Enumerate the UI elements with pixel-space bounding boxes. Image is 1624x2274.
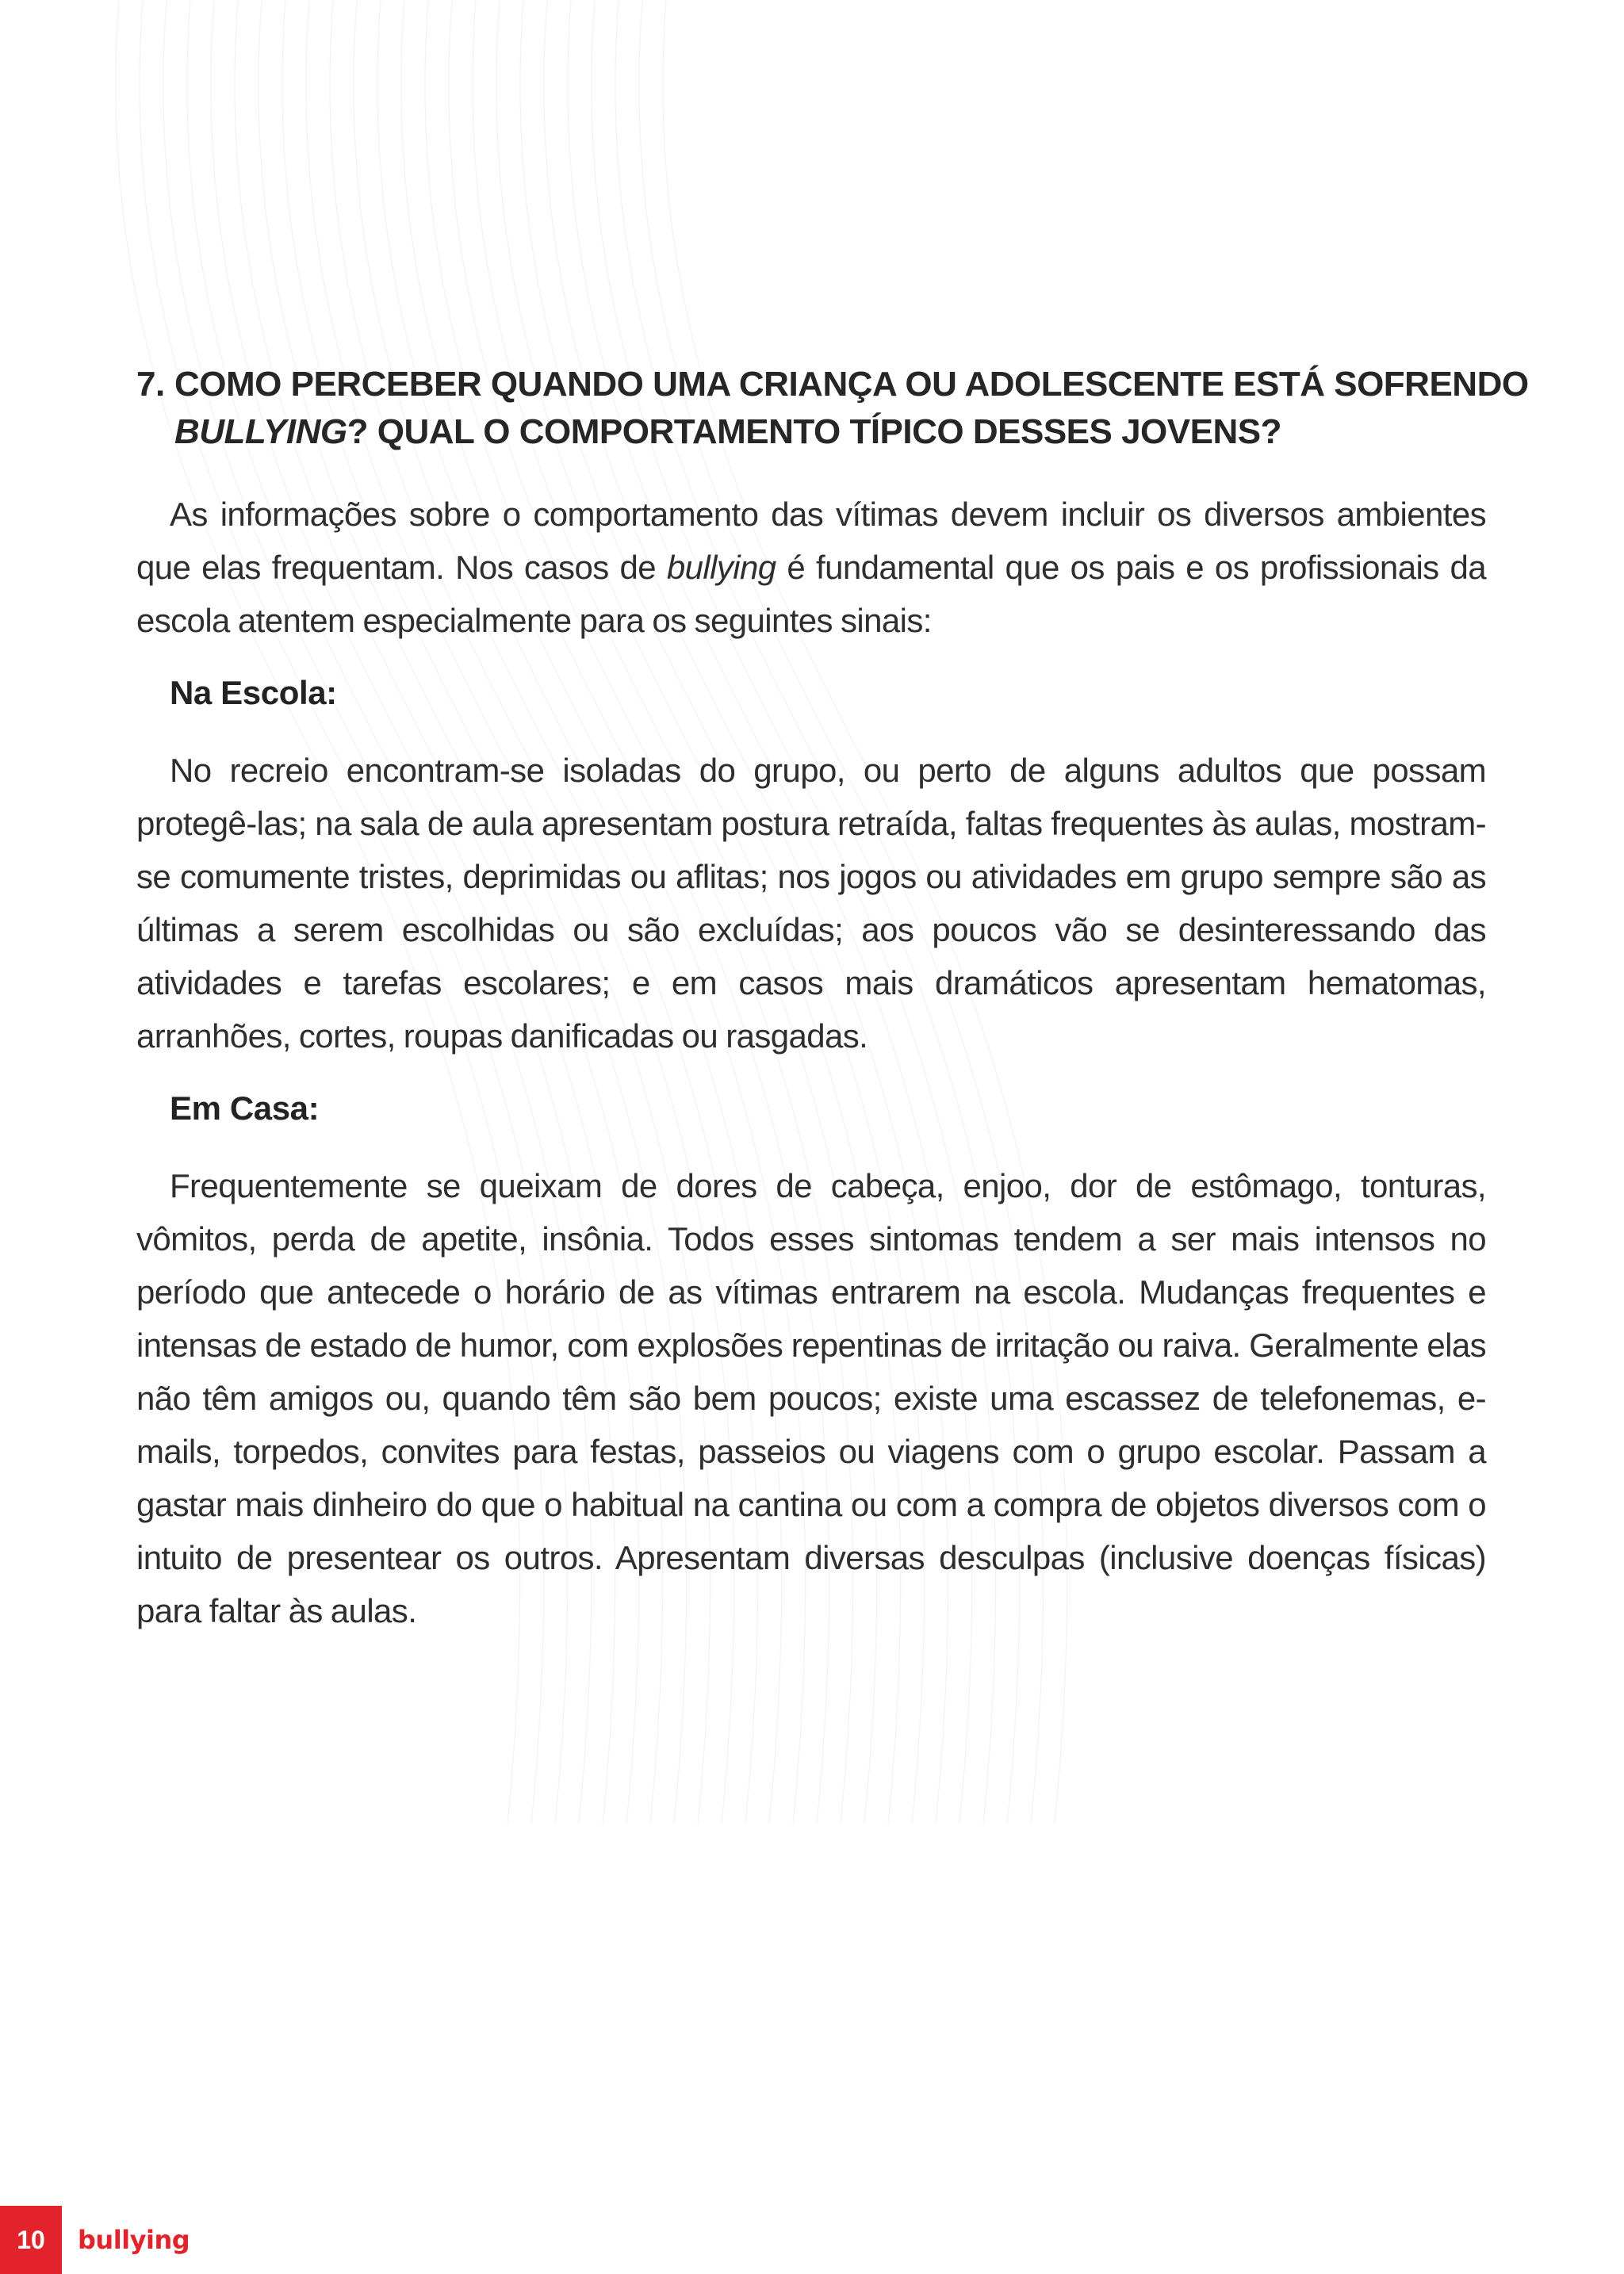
page-number-badge: 10: [0, 2206, 62, 2274]
intro-text-before: As informações sobre o comportamento das vítimas devem incluir os diversos ambientes que elas frequentam. Nos casos de: [136, 496, 1486, 586]
heading-line-1: COMO PERCEBER QUANDO UMA CRIANÇA OU ADOLESCENTE ESTÁ SOFRENDO: [174, 365, 1529, 404]
heading-bullying-term: BULLYING: [174, 412, 347, 451]
page-footer: [0, 2206, 190, 2274]
home-subheading: Em Casa:: [170, 1089, 320, 1127]
intro-bullying-term: bullying: [666, 549, 776, 586]
heading-line-2-rest: ? QUAL O COMPORTAMENTO TÍPICO DESSES JOVENS?: [347, 412, 1281, 451]
intro-text-after: é fundamental que os pais e os profissionais da escola atentem especialmente para os seguintes sinais:: [136, 549, 1486, 639]
home-paragraph: Frequentemente se queixam de dores de cabeça, enjoo, dor de estômago, tonturas, vômitos, perda de apetite, insônia. Todos esses sintomas tendem a ser mais intensos no período que antecede o horário de as vítimas entrarem na escola. Mudanças frequentes e intensas de estado de humor, com explosões repentinas de irritação ou raiva. Geralmente elas não têm amigos ou, quando têm são bem poucos; existe uma escassez de telefonemas, e-mails, torpedos, convites para festas, passeios ou viagens com o grupo escolar. Passam a gastar mais dinheiro do que o habitual na cantina ou com a compra de objetos diversos com o intuito de presentear os outros. Apresentam diversas desculpas (inclusive doenças físicas) para faltar às aulas.: [136, 1167, 1486, 1629]
brand-logo: bullying: [78, 2225, 190, 2255]
school-subheading: Na Escola:: [170, 674, 337, 711]
intro-paragraph: [136, 488, 1486, 647]
school-paragraph: No recreio encontram-se isoladas do grupo, ou perto de alguns adultos que possam protegê-las; na sala de aula apresentam postura retraída, faltas frequentes às aulas, mostram-se comumente tristes, deprimidas ou aflitas; nos jogos ou atividades em grupo sempre são as últimas a serem escolhidas ou são excluídas; aos poucos vão se desinteressando das atividades e tarefas escolares; e em casos mais dramáticos apresentam hematomas, arranhões, cortes, roupas danificadas ou rasgadas.: [136, 752, 1486, 1055]
page-content: [136, 361, 1529, 1660]
heading-line-2: [174, 408, 1486, 456]
section-heading: [136, 361, 1529, 456]
section-number: 7.: [136, 365, 165, 404]
